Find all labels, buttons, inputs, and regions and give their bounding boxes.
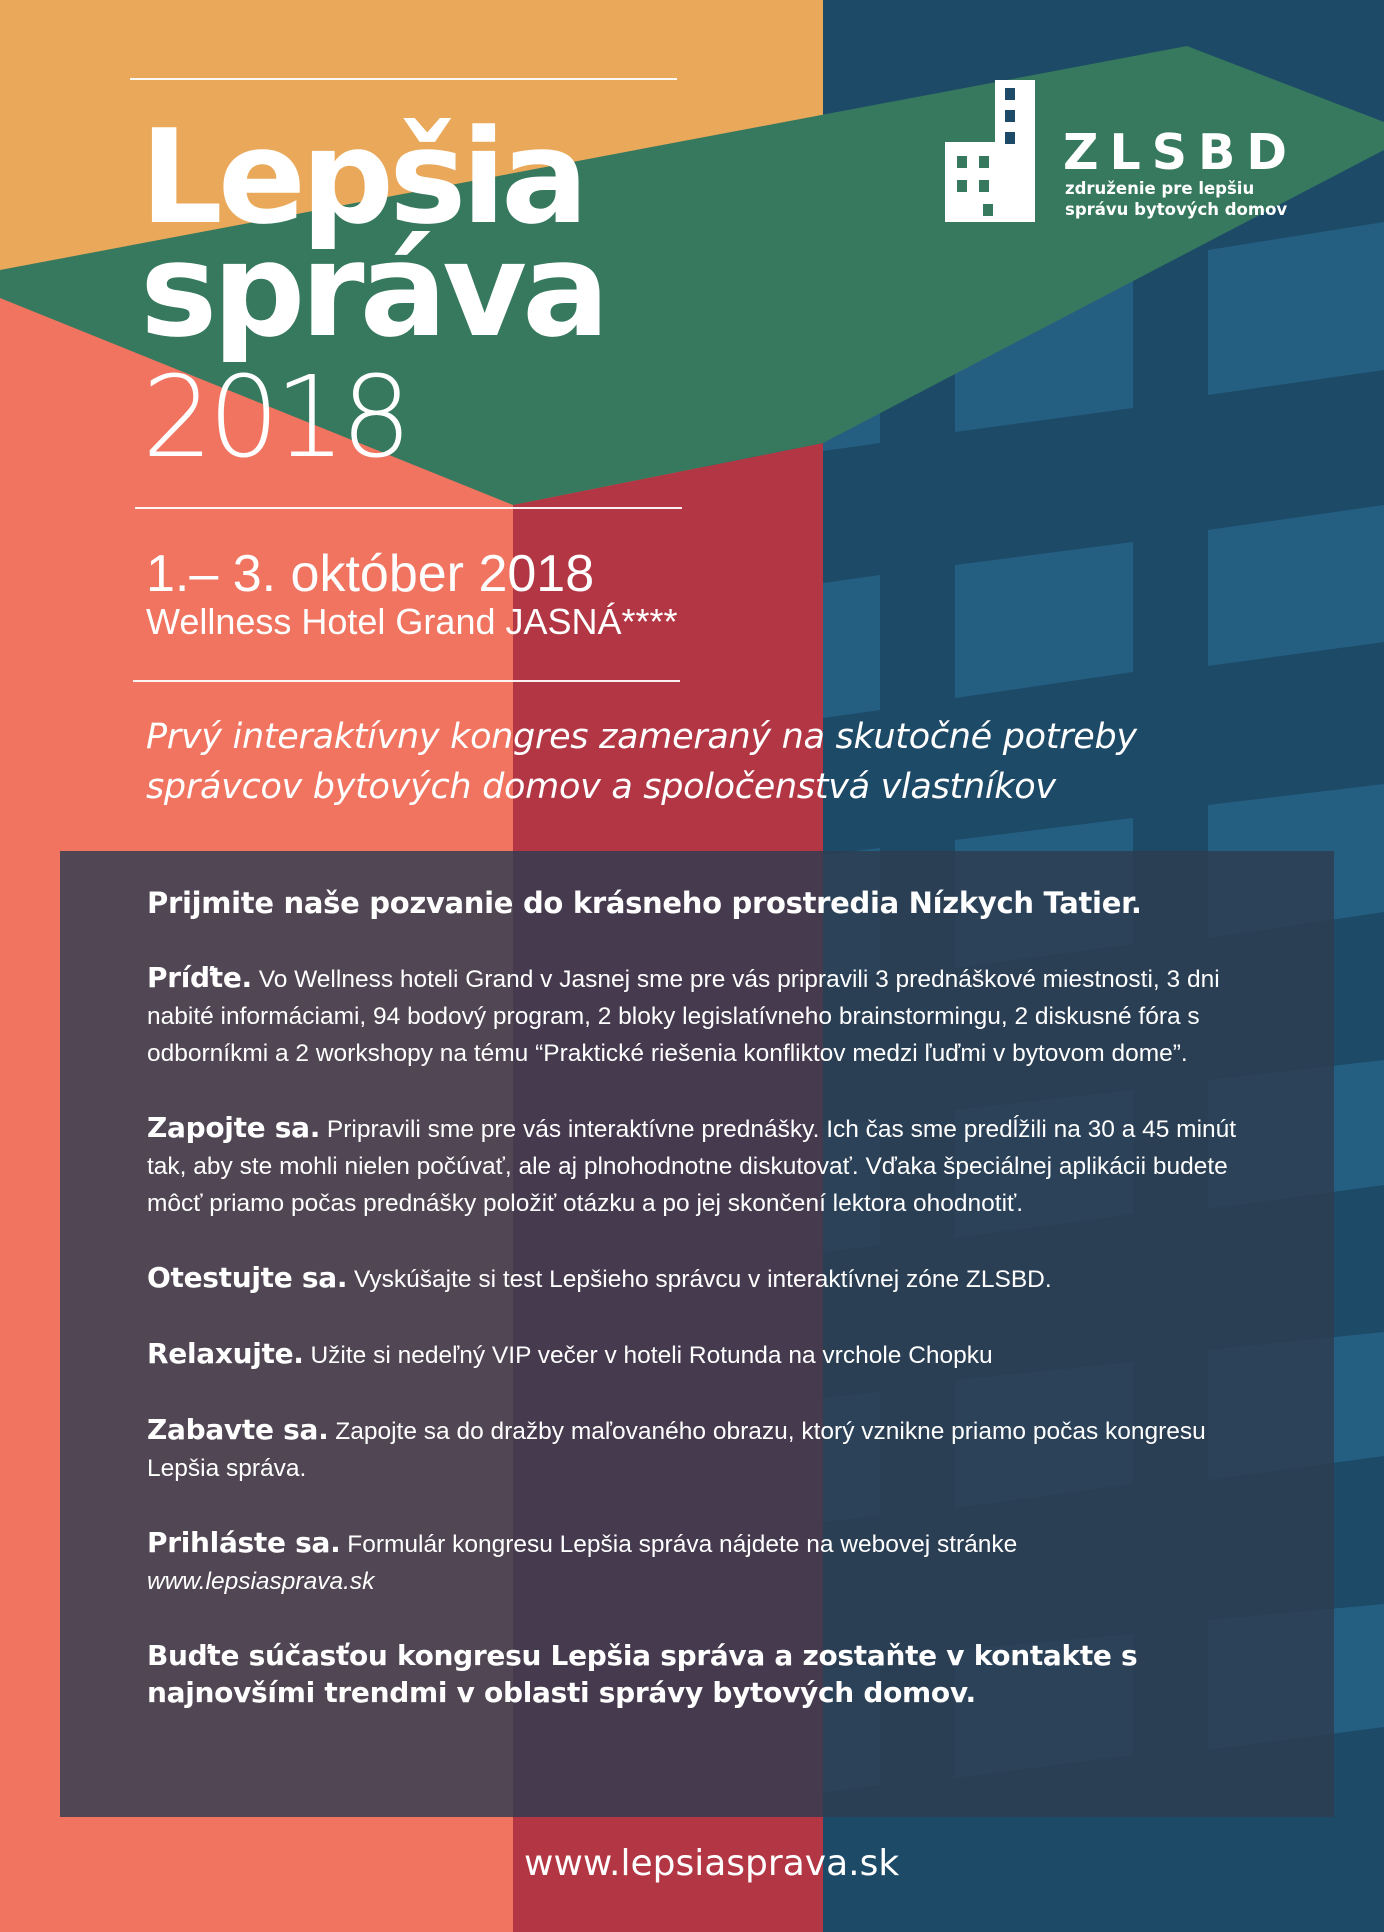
section-lead: Relaxujte. [147, 1337, 304, 1370]
section-text: Vo Wellness hoteli Grand v Jasnej sme pre vás pripravili 3 prednáškové miestnosti, 3 dni nabité informáciami, 94 bodový program, 2 bloky legislatívneho brainstormingu, 2 diskusné fóra s odborníkmi a 2 workshopy na tému “Praktické riešenia konfliktov medzi ľuďmi v bytovom dome”. [147, 966, 1220, 1067]
logo-name: ZLSBD [1063, 124, 1299, 181]
tagline: Prvý interaktívny kongres zameraný na skutočné potreby správcov bytových domov a spoločenstvá vlastníkov [146, 717, 1137, 807]
rule-below-venue [133, 680, 680, 682]
closing-text: Buďte súčasťou kongresu Lepšia správa a zostaňte v kontakte s najnovšími trendmi v oblasti správy bytových domov. [147, 1639, 1138, 1709]
section-otestujte [147, 1259, 1257, 1298]
intro-text: Prijmite naše pozvanie do krásneho prostredia Nízkych Tatier. [147, 886, 1142, 920]
section-pridte [147, 959, 1257, 1072]
event-date: 1.– 3. október 2018 [146, 545, 595, 603]
section-text: Užite si nedeľný VIP večer v hoteli Rotunda na vrchole Chopku [310, 1342, 993, 1369]
title-line2: správa [140, 214, 605, 366]
section-lead: Prihláste sa. [147, 1526, 341, 1559]
logo-tagline-line1: združenie pre lepšiu [1065, 179, 1255, 198]
website-link[interactable]: www.lepsiasprava.sk [147, 1568, 375, 1595]
logo-tagline-line2: správu bytových domov [1065, 200, 1288, 219]
section-zabavte [147, 1411, 1257, 1487]
section-text: Pripravili sme pre vás interaktívne prednášky. Ich čas sme predĺžili na 30 a 45 minút tak, aby ste mohli nielen počúvať, ale aj plnohodnotne diskutovať. Vďaka špeciálnej aplikácii budete môcť priamo počas prednášky položiť otázku a po jej skončení lektora ohodnotiť. [147, 1116, 1237, 1217]
section-lead: Príďte. [147, 961, 252, 994]
section-lead: Otestujte sa. [147, 1261, 348, 1294]
building-logo-icon [945, 80, 1035, 222]
section-text: Formulár kongresu Lepšia správa nájdete na webovej stránke [347, 1531, 1018, 1558]
section-prihlaste [147, 1524, 1257, 1600]
section-text: Vyskúšajte si test Lepšieho správcu v interaktívnej zóne ZLSBD. [354, 1266, 1052, 1293]
section-zapojte [147, 1109, 1257, 1222]
title-line1: Lepšia [140, 101, 584, 253]
section-relaxujte [147, 1335, 1257, 1374]
section-text: Zapojte sa do dražby maľovaného obrazu, ktorý vznikne priamo počas kongresu Lepšia správa. [147, 1418, 1206, 1482]
rule-top [130, 78, 677, 80]
title-year: 2018 [142, 353, 408, 483]
footer-website-link[interactable]: www.lepsiasprava.sk [524, 1843, 900, 1884]
rule-below-title [135, 507, 682, 509]
content-body [147, 885, 1257, 1711]
section-lead: Zabavte sa. [147, 1413, 329, 1446]
event-venue: Wellness Hotel Grand JASNÁ**** [146, 601, 678, 642]
section-lead: Zapojte sa. [147, 1111, 321, 1144]
